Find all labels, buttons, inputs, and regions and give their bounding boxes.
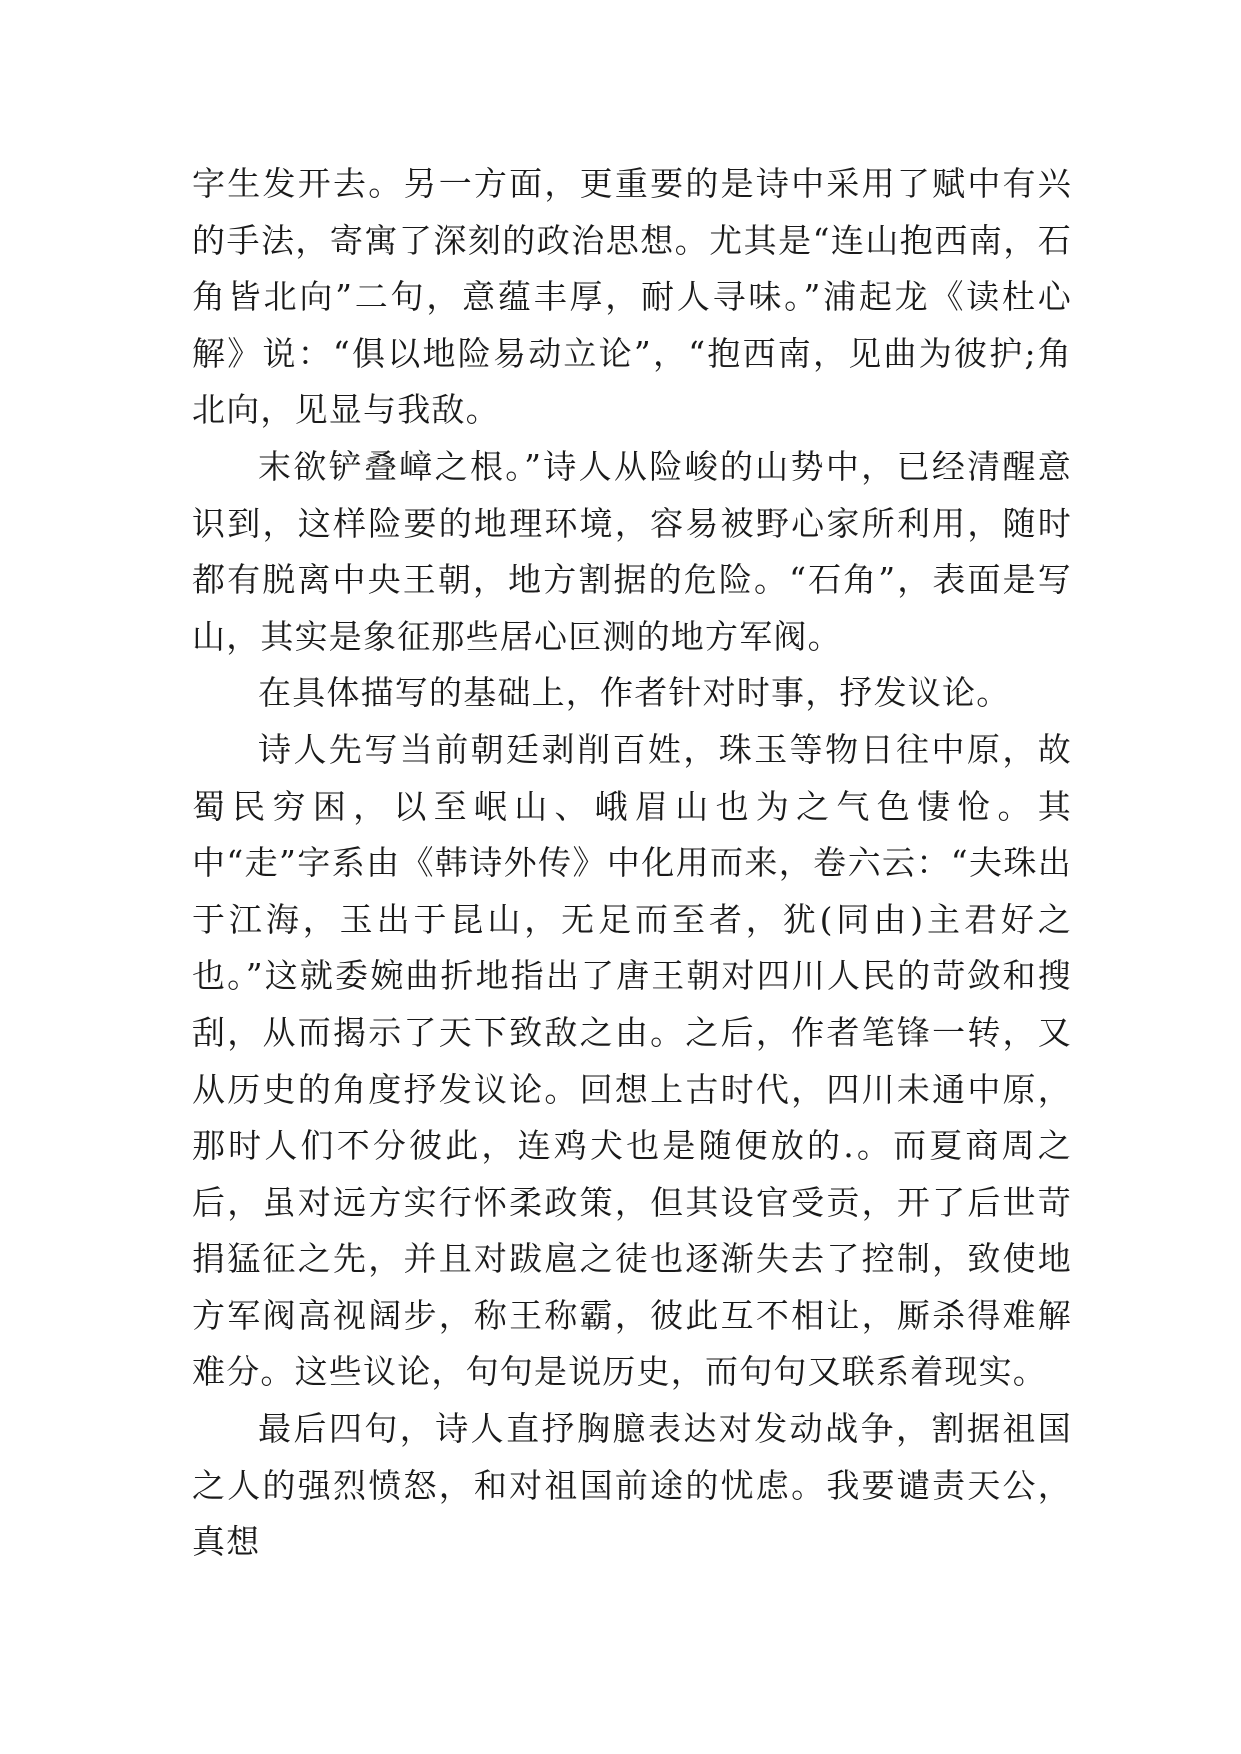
- paragraph-4: 诗人先写当前朝廷剥削百姓，珠玉等物日往中原，故蜀民穷困，以至岷山、峨眉山也为之气色悽怆。其中“走”字系由《韩诗外传》中化用而来，卷六云：“夫珠出于江海，玉出于昆山，无足而至者，犹(同由)主君好之也。”这就委婉曲折地指出了唐王朝对四川人民的苛敛和搜刮，从而揭示了天下致敌之由。之后，作者笔锋一转，又从历史的角度抒发议论。回想上古时代，四川未通中原，那时人们不分彼此，连鸡犬也是随便放的.。而夏商周之后，虽对远方实行怀柔政策，但其设官受贡，开了后世苛捐猛征之先，并且对跋扈之徒也逐渐失去了控制，致使地方军阀高视阔步，称王称霸，彼此互不相让，厮杀得难解难分。这些议论，句句是说历史，而句句又联系着现实。: [192, 729, 1072, 1392]
- paragraph-3: 在具体描写的基础上，作者针对时事，抒发议论。: [258, 673, 1011, 713]
- paragraph-1: 字生发开去。另一方面，更重要的是诗中采用了赋中有兴的手法，寄寓了深刻的政治思想。尤其是“连山抱西南，石角皆北向”二句，意蕴丰厚，耐人寻味。”浦起龙《读杜心解》说：“俱以地险易动立论”，“抱西南，见曲为彼护;角北向，见显与我敌。: [192, 164, 1072, 430]
- paragraph-5: 最后四句，诗人直抒胸臆表达对发动战争，割据祖国之人的强烈愤怒，和对祖国前途的忧虑。我要谴责天公，真想: [192, 1409, 1072, 1562]
- paragraph-2: 末欲铲叠嶂之根。”诗人从险峻的山势中，已经清醒意识到，这样险要的地理环境，容易被野心家所利用，随时都有脱离中央王朝，地方割据的危险。“石角”，表面是写山，其实是象征那些居心叵测的地方军阀。: [192, 446, 1072, 656]
- document-body: [192, 156, 1072, 1571]
